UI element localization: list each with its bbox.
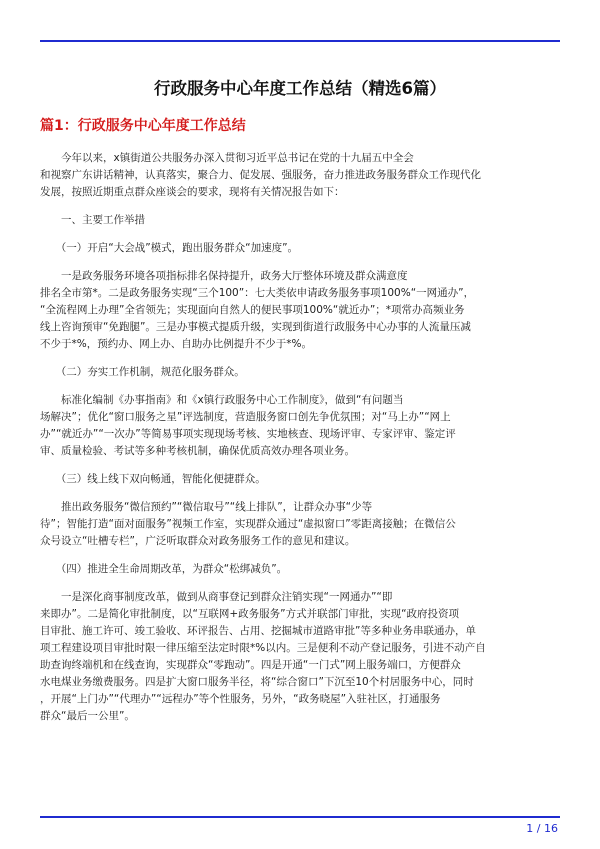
paragraph [40, 212, 560, 229]
text-line: 标准化编制《办事指南》和《x镇行政服务中心工作制度》，做到“有问题当 [40, 394, 404, 406]
paragraph [40, 589, 560, 725]
text-line: （二）夯实工作机制，规范化服务群众。 [40, 366, 245, 378]
document-title: 行政服务中心年度工作总结（精选6篇） [154, 79, 446, 98]
text-line: 来即办”。二是简化审批制度，以“互联网+政务服务”方式并联部门审批，实现“政府投资项 [40, 608, 460, 620]
section-heading: 篇1：行政服务中心年度工作总结 [40, 118, 246, 134]
paragraph-gap [40, 201, 560, 212]
text-line: 推出政务服务“微信预约”“微信取号”“线上排队”，让群众办事“少等 [40, 501, 373, 513]
paragraph-gap [40, 578, 560, 589]
text-line: 线上咨询预审“免跑腿”。三是办事模式提质升级，实现到街道行政服务中心办事的人流量压减 [40, 321, 471, 333]
paragraph [40, 499, 560, 550]
paragraph-gap [40, 353, 560, 364]
text-line: 一是深化商事制度改革，做到从商事登记到群众注销实现“一网通办”“即 [40, 591, 393, 603]
paragraph [40, 364, 560, 381]
text-line: （四）推进全生命周期改革，为群众“松绑减负”。 [40, 563, 288, 575]
text-line: 待”；智能打造“面对面服务”视频工作室，实现群众通过“虚拟窗口”零距离接触；在微信公 [40, 518, 456, 530]
paragraph-gap [40, 488, 560, 499]
text-line: 一是政务服务环境各项指标排名保持提升，政务大厅整体环境及群众满意度 [40, 270, 408, 282]
paragraph [40, 268, 560, 353]
paragraph-gap [40, 381, 560, 392]
footer-rule [40, 816, 560, 818]
text-line: 众号设立“吐槽专栏”，广泛听取群众对政务服务工作的意见和建议。 [40, 535, 356, 547]
text-line: 不少于*%，预约办、网上办、自助办比例提升不少于*%。 [40, 338, 312, 350]
text-line: 审、质量检验、考试等多种考核机制，确保优质高效办理各项业务。 [40, 445, 355, 457]
text-line: 今年以来，x镇街道公共服务办深入贯彻习近平总书记在党的十九届五中全会 [40, 152, 414, 164]
text-line: 场解决”；优化“窗口服务之星”评选制度，营造服务窗口创先争优氛围；对“马上办”“网上 [40, 411, 451, 423]
paragraph-gap [40, 229, 560, 240]
paragraph-gap [40, 550, 560, 561]
document-body [40, 150, 560, 725]
text-line: “全流程网上办理”全省领先；实现面向自然人的便民事项100%“就近办”；*项常办高频业务 [40, 304, 465, 316]
text-line: 群众“最后一公里”。 [40, 710, 135, 722]
text-line: 排名全市第*。二是政务服务实现“三个100”：七大类依申请政务服务事项100%“一网通办”， [40, 287, 475, 299]
header-rule [40, 40, 560, 42]
paragraph-gap [40, 460, 560, 471]
text-line: （一）开启“大会战”模式，跑出服务群众“加速度”。 [40, 242, 299, 254]
text-line: 项工程建设项目审批时限一律压缩至法定时限*%以内。三是便利不动产登记服务，引进不动产自 [40, 642, 486, 654]
text-line: 发展，按照近期重点群众座谈会的要求，现将有关情况报告如下： [40, 186, 345, 198]
paragraph [40, 471, 560, 488]
text-line: 一、主要工作举措 [40, 214, 145, 226]
page-indicator: 1 / 16 [526, 822, 558, 835]
paragraph-gap [40, 257, 560, 268]
text-line: ，开展“上门办”“代理办”“远程办”等个性服务，另外，“政务晓屋”入驻社区，打通服务 [40, 693, 441, 705]
text-line: 目审批、施工许可、竣工验收、环评报告、占用、挖掘城市道路审批”等多种业务串联通办，单 [40, 625, 476, 637]
paragraph [40, 150, 560, 201]
text-line: 和视察广东讲话精神，认真落实，聚合力、促发展、强服务，奋力推进政务服务群众工作现代化 [40, 169, 481, 181]
text-line: （三）线上线下双向畅通，智能化便捷群众。 [40, 473, 266, 485]
text-line: 水电煤业务缴费服务。四是扩大窗口服务半径，将“综合窗口”下沉至10个村居服务中心，同时 [40, 676, 474, 688]
text-line: 办”“就近办”“一次办”等简易事项实现现场考核、实地核查、现场评审、专家评审、鉴定评 [40, 428, 456, 440]
paragraph [40, 561, 560, 578]
paragraph [40, 240, 560, 257]
text-line: 助查询终端机和在线查询，实现群众“零跑动”。四是开通“一门式”网上服务端口，方便群众 [40, 659, 461, 671]
paragraph [40, 392, 560, 460]
